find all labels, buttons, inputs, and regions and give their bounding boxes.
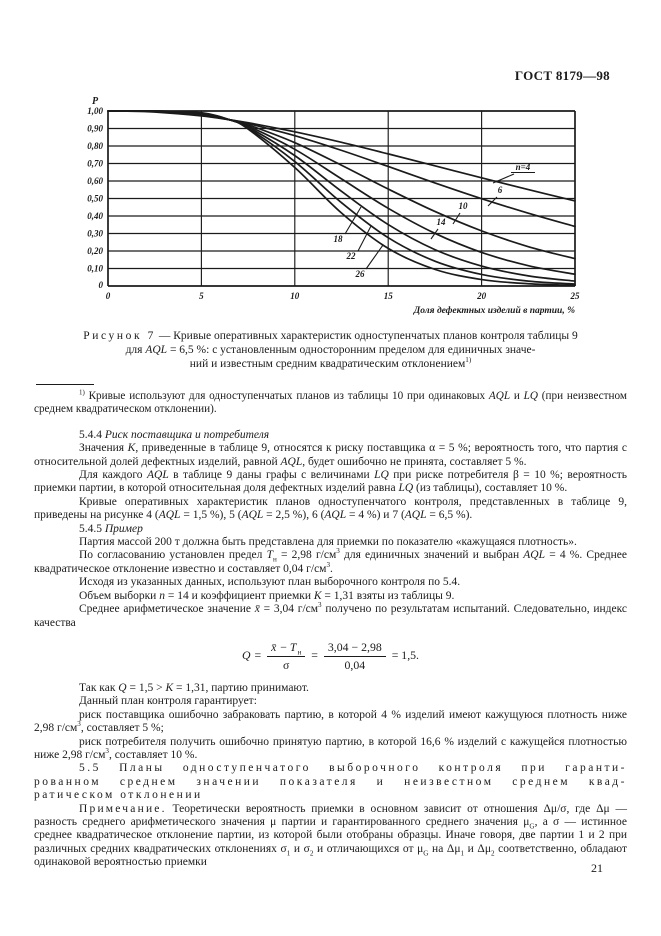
- y-tick-label: 0,70: [87, 158, 103, 169]
- figure-caption-line2: для AQL = 6,5 %: с установленным односторонним пределом для единичных значе-: [125, 344, 536, 356]
- quality-index-formula: [34, 640, 627, 673]
- formula-fraction-symbolic: $\frac{x̄ - T_н}{\sigma}$: [267, 640, 305, 673]
- heading-5-4-5: 5.4.5 Пример: [79, 522, 143, 535]
- paragraph-sample-size: Объем выборки n = 14 и коэффициент приемки K = 1,31 взяты из таблицы 9.: [79, 589, 455, 602]
- paragraph-plan: Исходя из указанных данных, используют план выборочного контроля по 5.4.: [79, 576, 461, 589]
- formula-result: = 1,5.: [391, 648, 420, 663]
- curve-label-10: 10: [458, 201, 468, 211]
- y-tick-label: 0,60: [87, 176, 103, 186]
- figure-caption-line3: ний и известным средним квадратическим отклонением$^{1)}$: [189, 356, 472, 370]
- figure-7-chart: [70, 93, 600, 319]
- x-tick-label: 5: [199, 291, 204, 301]
- curve-label-leader: [493, 174, 514, 183]
- heading-5-5-line2: рованном среднем значении показателя и неизвестном среднем квад-: [34, 775, 627, 788]
- formula-lhs: Q =: [241, 648, 262, 663]
- curve-label-leader: [366, 245, 383, 269]
- paragraph-note: [34, 803, 627, 870]
- doc-number: ГОСТ 8179—98: [514, 68, 610, 83]
- oc-curves-svg: [70, 93, 600, 319]
- oc-curve-n14: [108, 111, 575, 274]
- note-label: Примечание.: [79, 802, 167, 815]
- note-text: Теоретически вероятность приемки в основном зависит от отношения Δμ/σ, где Δμ — разность среднего арифметического значения μ партии и гарантированного среднего значения $\mu_G$, а σ — истинное среднее квадратическое отклонение партии, из которой были отобраны образцы. Иначе говоря, две партии 1 и 2 при различных средних квадратических отклонениях $\sigma_1$ и $\sigma_2$ и отличающихся от $\mu_G$ на $\Delta\mu_1$ и $\Delta\mu_2$ соответственно, обладают одинаковой вероятностью приемки: [34, 802, 628, 869]
- x-axis-title: Доля дефектных изделий в партии, %: [413, 306, 575, 316]
- curve-label-4: n=4: [515, 162, 531, 172]
- y-tick-label: 0,20: [87, 246, 103, 256]
- y-tick-label: 1,00: [87, 106, 103, 116]
- curve-label-6: 6: [497, 185, 503, 195]
- y-tick-label: 0,90: [87, 123, 103, 134]
- y-tick-label: 0,10: [87, 263, 103, 274]
- footnote-separator: [36, 384, 94, 385]
- paragraph-k-values: Значения K, приведенные в таблице 9, относятся к риску поставщика α = 5 %; вероятность того, что партия с относительной долей дефектных изделий, равной AQL, будет ошибочно не принята, составляет 5 %.: [34, 442, 627, 468]
- curve-label-14: 14: [436, 217, 446, 227]
- x-tick-label: 0: [105, 291, 111, 301]
- y-origin-label: 0: [98, 280, 103, 290]
- x-tick-label: 25: [570, 291, 580, 301]
- y-tick-label: 0,30: [87, 228, 103, 239]
- oc-curve-n22: [108, 111, 575, 284]
- text-column: [34, 390, 627, 870]
- y-axis-label: P: [91, 96, 99, 107]
- curve-label-18: 18: [333, 234, 343, 244]
- paragraph-lq: Для каждого AQL в таблице 9 даны графы с величинами LQ при риске потребителя β = 10 %; вероятность приемки партии, в которой относительная доля дефектных изделий равна LQ (из таблицы), составляет 10 %.: [34, 469, 627, 495]
- oc-curve-n18: [108, 111, 575, 281]
- page-number: 21: [591, 861, 603, 875]
- heading-5-5-line1: 5.5 Планы одноступенчатого выборочного контроля при гаранти-: [79, 762, 627, 775]
- figure-caption: [34, 329, 627, 371]
- heading-5-4-4: 5.4.4 Риск поставщика и потребителя: [79, 428, 270, 441]
- paragraph-batch: Партия массой 200 т должна быть представлена для приемки по показателю «кажущаяся плотность».: [79, 536, 577, 549]
- oc-curve-n4: [108, 111, 575, 201]
- x-tick-label: 15: [383, 291, 393, 301]
- heading-5-5-line3: ратическом отклонении: [34, 789, 203, 802]
- paragraph-curves-ref: Кривые оперативных характеристик планов одноступенчатого контроля, представленных в таблице 9, приведены на рисунке 4 (AQL = 1,5 %), 5 (AQL = 2,5 %), 6 (AQL = 4 %) и 7 (AQL = 6,5 %).: [34, 495, 627, 522]
- curve-label-leader: [358, 226, 371, 251]
- formula-fraction-numeric: $\frac{3,04 - 2,98}{0,04}$: [324, 640, 386, 673]
- formula-equals: =: [311, 648, 318, 663]
- figure-label: Рисунок 7: [83, 330, 157, 342]
- y-tick-label: 0,80: [87, 141, 103, 151]
- curve-label-22: 22: [346, 251, 356, 261]
- footnote-text: $^{1)}$ Кривые используют для одноступенчатых планов из таблицы 10 при одинаковых AQL и LQ (при неизвестном среднем квадратическом отклонении).: [34, 388, 627, 416]
- y-tick-label: 0,40: [87, 211, 103, 221]
- y-tick-label: 0,50: [87, 193, 103, 204]
- x-tick-label: 20: [477, 291, 487, 301]
- curve-label-26: 26: [355, 269, 365, 279]
- paragraph-limit: По согласованию установлен предел $T_н = 2,98$ $г/см^3$ для единичных значений и выбран AQL = 4 %. Среднее квадратическое отклонение известно и составляет 0,04 $г/см^3$.: [34, 547, 627, 575]
- paragraph-since: Так как Q = 1,5 > K = 1,31, партию принимают.: [79, 681, 309, 694]
- paragraph-mean: Среднее арифметическое значение x̄ = 3,04 $г/см^3$ получено по результатам испытаний. Следовательно, индекс качества: [34, 601, 628, 629]
- paragraph-risk-supplier: риск поставщика ошибочно забраковать партию, в которой 4 % изделий имеют кажущуюся плотность ниже 2,98 $г/см^3$, составляет 5 %;: [34, 708, 627, 735]
- x-tick-label: 10: [290, 291, 300, 301]
- paragraph-risk-consumer: риск потребителя получить ошибочно принятую партию, в которой 16,6 % изделий с кажущейся плотностью ниже 2,98 $г/см^3$, составляет 10 %.: [34, 735, 627, 761]
- figure-caption-line1: Рисунок 7 — Кривые оперативных характеристик одноступенчатых планов контроля таблицы 9: [83, 330, 578, 342]
- paragraph-guarantee: Данный план контроля гарантирует:: [79, 695, 257, 708]
